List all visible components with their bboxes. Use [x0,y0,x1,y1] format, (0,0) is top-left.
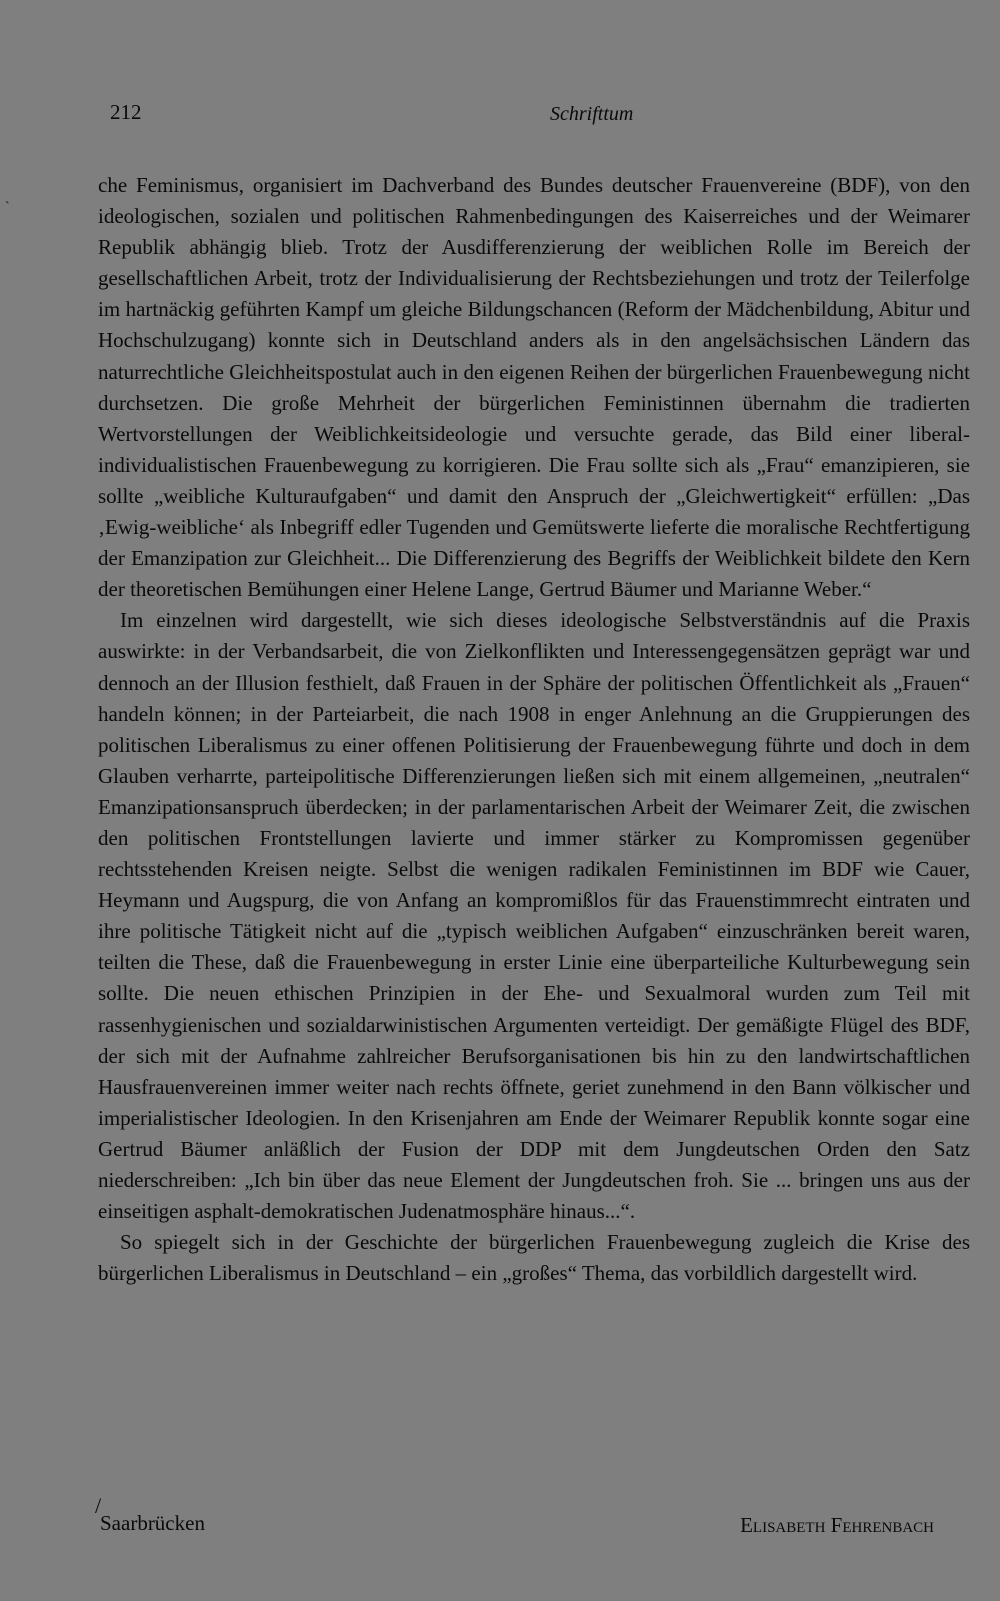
running-head: Schrifttum [550,103,634,125]
body-text [98,170,970,1289]
paragraph-practice: Im einzelnen wird dargestellt, wie sich dieses ideologische Selbstverständnis auf die Praxis auswirkte: in der Verbandsarbeit, die von Zielkonflikten und Interessengegensätzen geprägt war und dennoch an der Illusion festhielt, daß Frauen in der Sphäre der politischen Öffentlichkeit als „Frauen“ handeln können; in der Parteiarbeit, die nach 1908 in enger Anlehnung an die Gruppierungen des politischen Liberalismus zu einer offenen Politisierung der Frauenbewegung führte und doch in dem Glauben verharrte, parteipolitische Differenzierungen ließen sich mit einem allgemeinen, „neutralen“ Emanzipationsanspruch überdecken; in der parlamentarischen Arbeit der Weimarer Zeit, die zwischen den politischen Frontstellungen lavierte und immer stärker zu Kompromissen gegenüber rechtsstehenden Kreisen neigte. Selbst die wenigen radikalen Feministinnen im BDF wie Cauer, Heymann und Augspurg, die von Anfang an kompromißlos für das Frauenstimmrecht eintraten und ihre politische Tätigkeit nicht auf die „typisch weiblichen Aufgaben“ einzuschränken bereit waren, teilten die These, daß die Frauenbewegung in erster Linie eine überparteiliche Kulturbewegung sein sollte. Die neuen ethischen Prinzipien in der Ehe- und Sexualmoral wurden zum Teil mit rassenhygienischen und sozialdarwinistischen Argumenten verteidigt. Der gemäßigte Flügel des BDF, der sich mit der Aufnahme zahlreicher Berufsorganisationen bis hin zu den landwirtschaftlichen Hausfrauenvereinen immer weiter nach rechts öffnete, geriet zunehmend in den Bann völkischer und imperialistischer Ideologien. In den Krisenjahren am Ende der Weimarer Republik konnte sogar eine Gertrud Bäumer anläßlich der Fusion der DDP mit dem Jungdeutschen Orden den Satz niederschreiben: „Ich bin über das neue Element der Jungdeutschen froh. Sie ... bringen uns aus der einseitigen asphalt-demokratischen Judenatmosphäre hinaus...“. [98,608,970,1224]
stray-mark: ` [5,200,10,215]
slash-mark: / [95,1493,102,1518]
paragraph-conclusion: So spiegelt sich in der Geschichte der bürgerlichen Frauenbewegung zugleich die Krise des bürgerlichen Liberalismus in Deutschland – ein „großes“ Thema, das vorbildlich dargestellt wird. [98,1230,970,1286]
page-number: 212 [110,100,142,124]
author-name: Elisabeth Fehrenbach [740,1513,934,1537]
place-name: Saarbrücken [100,1511,205,1535]
paragraph-continued: che Feminismus, organisiert im Dachverband des Bundes deutscher Frauenvereine (BDF), von den ideologischen, sozialen und politischen Rahmenbedingungen des Kaiserreiches und der Weimarer Republik abhängig blieb. Trotz der Ausdifferenzierung der weiblichen Rolle im Bereich der gesellschaftlichen Arbeit, trotz der Individualisierung der Rechtsbeziehungen und trotz der Teilerfolge im hartnäckig geführten Kampf um gleiche Bildungschancen (Reform der Mädchenbildung, Abitur und Hochschulzugang) konnte sich in Deutschland anders als in den angelsächsischen Ländern das naturrechtliche Gleichheitspostulat auch in den eigenen Reihen der bürgerlichen Frauenbewegung nicht durchsetzen. Die große Mehrheit der bürgerlichen Feministinnen übernahm die tradierten Wertvorstellungen der Weiblichkeitsideologie und versuchte gerade, das Bild einer liberal-individualistischen Frauenbewegung zu korrigieren. Die Frau sollte sich als „Frau“ emanzipieren, sie sollte „weibliche Kulturaufgaben“ und damit den Anspruch der „Gleichwertigkeit“ erfüllen: „Das ‚Ewig-weibliche‘ als Inbegriff edler Tugenden und Gemütswerte lieferte die moralische Rechtfertigung der Emanzipation zur Gleichheit... Die Differenzierung des Begriffs der Weiblichkeit bildete den Kern der theoretischen Bemühungen einer Helene Lange, Gertrud Bäumer und Marianne Weber.“ [98,173,970,602]
